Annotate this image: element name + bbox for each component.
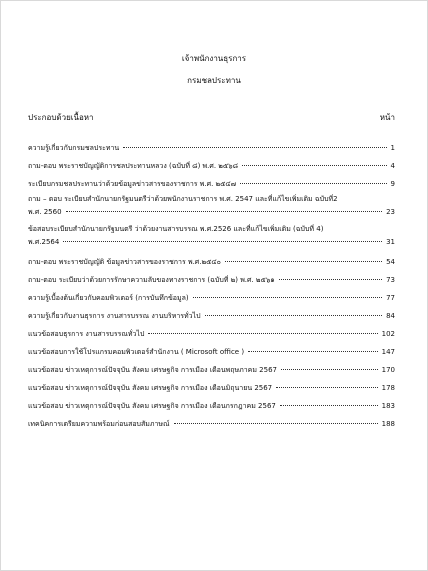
toc-entry-page: 54 <box>384 253 395 271</box>
toc-entry-page: 183 <box>380 397 395 415</box>
toc-entry-title: ถาม-ตอบ ระเบียบว่าด้วยการรักษาความลับของทางราชการ (ฉบับที่ ๒) พ.ศ. ๒๕๖๑ <box>28 271 277 289</box>
toc-entry-page: 77 <box>384 289 395 307</box>
dot-leader <box>63 241 382 242</box>
toc-entry-page: 102 <box>380 325 395 343</box>
toc-entry-title: แนวข้อสอบ ข่าวเหตุการณ์ปัจจุบัน สังคม เศรษฐกิจ การเมือง เดือนพฤษภาคม 2567 <box>28 361 279 379</box>
toc-entry-title: ข้อสอบระเบียบสำนักนายกรัฐมนตรี ว่าด้วยงานสารบรรณ พ.ศ.2526 และที่แก้ไขเพิ่มเติม (ฉบับที่ 4) <box>28 225 324 233</box>
toc-entry-continuation <box>28 236 395 249</box>
toc-entry-title: ถาม – ตอบ ระเบียบสำนักนายกรัฐมนตรีว่าด้วยพนักงานราชการ พ.ศ. 2547 และที่แก้ไขเพิ่มเติม ฉบับที่2 <box>28 195 338 203</box>
toc-entry-title: ถาม-ตอบ พระราชบัญญัติ ข้อมูลข่าวสารของราชการ พ.ศ.๒๕๔๐ <box>28 253 223 271</box>
toc-entry-page: 4 <box>389 157 395 175</box>
dot-leader <box>240 183 387 184</box>
toc-entry-page: 31 <box>384 236 395 249</box>
dot-leader <box>148 333 377 334</box>
toc-entry-title: ความรู้เกี่ยวกับกรมชลประทาน <box>28 139 121 157</box>
page-column-label: หน้า <box>379 112 395 122</box>
toc-entry-page: 73 <box>384 271 395 289</box>
dot-leader <box>280 405 378 406</box>
dot-leader <box>123 147 386 148</box>
toc-entry-page: 188 <box>380 415 395 433</box>
toc-entry <box>28 307 395 325</box>
toc-header <box>28 111 395 123</box>
toc-entry-title-continued: พ.ศ. 2560 <box>28 206 64 219</box>
toc-entry <box>28 415 395 433</box>
toc-entry <box>28 157 395 175</box>
toc-entry-page: 84 <box>384 307 395 325</box>
toc-entry-page: 1 <box>389 139 395 157</box>
toc-entry-page: 178 <box>380 379 395 397</box>
toc-entry <box>28 397 395 415</box>
toc-entry-title: แนวข้อสอบการใช้โปรแกรมคอมพิวเตอร์สำนักงาน ( Microsoft office ) <box>28 343 246 361</box>
toc-entry-page: 23 <box>384 206 395 219</box>
toc-entry-title: เทคนิคการเตรียมความพร้อมก่อนสอบสัมภาษณ์ <box>28 415 172 433</box>
toc-entry <box>28 379 395 397</box>
toc-entry <box>28 271 395 289</box>
toc-entry <box>28 139 395 157</box>
dot-leader <box>248 351 378 352</box>
toc-entry <box>28 193 395 223</box>
toc-entry-title: ระเบียบกรมชลประทานว่าด้วยข้อมูลข่าวสารของราชการ พ.ศ. ๒๕๔๗ <box>28 175 238 193</box>
toc-entry-page: 9 <box>389 175 395 193</box>
toc-entry <box>28 289 395 307</box>
dot-leader <box>174 423 378 424</box>
toc-entry-page: 147 <box>380 343 395 361</box>
toc-entry-title: ความรู้เบื้องต้นเกี่ยวกับคอมพิวเตอร์ (การบันทึกข้อมูล) <box>28 289 191 307</box>
toc-entry-title-continued: พ.ศ.2564 <box>28 236 61 249</box>
toc-entry <box>28 361 395 379</box>
toc-entry <box>28 253 395 271</box>
toc-entry-title: แนวข้อสอบธุรการ งานสารบรรณทั่วไป <box>28 325 146 343</box>
contents-label: ประกอบด้วยเนื้อหา <box>28 112 94 122</box>
toc-entry-title: ถาม-ตอบ พระราชบัญญัติการชลประทานหลวง (ฉบับที่ ๘) พ.ศ. ๒๕๖๘ <box>28 157 240 175</box>
dot-leader <box>281 369 378 370</box>
toc-entry <box>28 223 395 253</box>
toc-entry-continuation <box>28 206 395 219</box>
toc-entry <box>28 175 395 193</box>
dot-leader <box>225 261 382 262</box>
toc-entry <box>28 343 395 361</box>
document-subtitle: กรมชลประทาน <box>187 76 241 85</box>
dot-leader <box>242 165 387 166</box>
document-title: เจ้าพนักงานธุรการ <box>181 54 247 63</box>
dot-leader <box>193 297 382 298</box>
toc-entry-page: 170 <box>380 361 395 379</box>
dot-leader <box>276 387 377 388</box>
table-of-contents <box>28 139 395 433</box>
toc-entry-title: แนวข้อสอบ ข่าวเหตุการณ์ปัจจุบัน สังคม เศรษฐกิจ การเมือง เดือนกรกฎาคม 2567 <box>28 397 278 415</box>
dot-leader <box>205 315 383 316</box>
toc-entry <box>28 325 395 343</box>
toc-entry-title: แนวข้อสอบ ข่าวเหตุการณ์ปัจจุบัน สังคม เศรษฐกิจ การเมือง เดือนมิถุนายน 2567 <box>28 379 274 397</box>
dot-leader <box>66 211 383 212</box>
toc-entry-title: ความรู้เกี่ยวกับงานธุรการ งานสารบรรณ งานบริหารทั่วไป <box>28 307 203 325</box>
dot-leader <box>279 279 382 280</box>
